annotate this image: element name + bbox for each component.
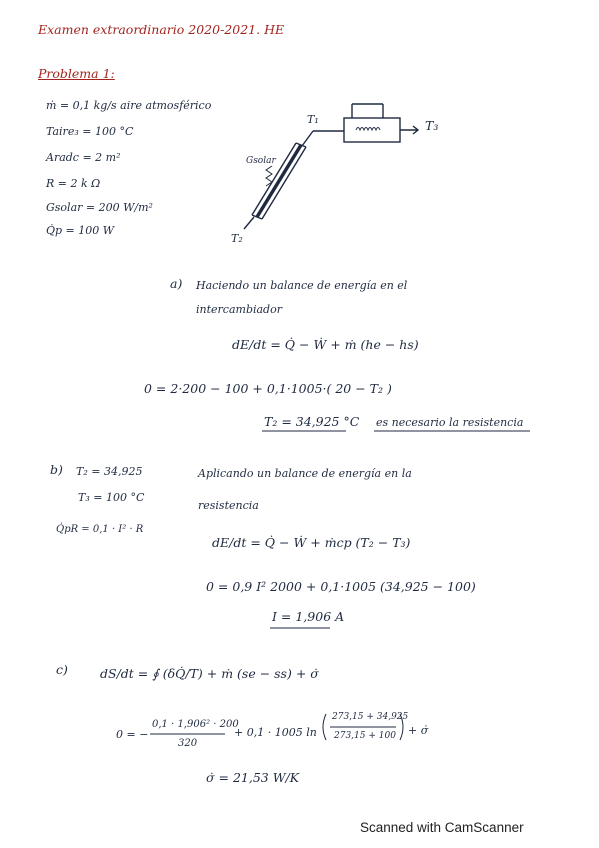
part-c-entropy-balance: dS/dt = ∮ (δQ̇/T) + ṁ (se − ss) + σ̇ bbox=[100, 666, 319, 681]
given-heat-loss: Q̇p = 100 W bbox=[46, 224, 115, 237]
part-c-denominator: 320 bbox=[178, 738, 198, 749]
given-mass-flow: ṁ = 0,1 kg/s aire atmosférico bbox=[46, 99, 212, 112]
part-c-mid: + 0,1 · 1005 ln bbox=[234, 726, 317, 739]
part-a-text1: Haciendo un balance de energía en el bbox=[196, 279, 408, 292]
part-a-energy-balance: dE/dt = Q̇ − Ẇ + ṁ (he − hs) bbox=[232, 337, 419, 352]
heater-box-icon bbox=[344, 104, 418, 142]
part-b-qpr: Q̇pR = 0,1 · I² · R bbox=[56, 524, 144, 535]
part-b-text2: resistencia bbox=[198, 499, 259, 512]
part-a-label: a) bbox=[170, 276, 183, 291]
part-c-eq-lead: 0 = − bbox=[116, 728, 149, 741]
part-b-label: b) bbox=[50, 462, 63, 477]
label-t1: T₁ bbox=[307, 113, 319, 126]
part-b-equation: 0 = 0,9 I² 2000 + 0,1·1005 (34,925 − 100) bbox=[206, 579, 476, 594]
part-b-t2: T₂ = 34,925 bbox=[76, 465, 143, 478]
part-b-t3: T₃ = 100 °C bbox=[78, 491, 145, 504]
part-c-result: σ̇ = 21,53 W/K bbox=[206, 770, 300, 785]
part-c-ln-den: 273,15 + 100 bbox=[334, 731, 396, 741]
part-c-ln-num: 273,15 + 34,925 bbox=[332, 712, 409, 722]
part-a-text2: intercambiador bbox=[196, 303, 282, 316]
part-a-result: T₂ = 34,925 °C bbox=[264, 414, 360, 429]
part-c-tail: + σ̇ bbox=[408, 724, 429, 737]
scanner-watermark: Scanned with CamScanner bbox=[360, 820, 524, 835]
part-c-label: c) bbox=[56, 662, 68, 677]
given-solar: Gsolar = 200 W/m² bbox=[46, 201, 153, 214]
exam-title: Examen extraordinario 2020-2021. HE bbox=[38, 22, 285, 37]
given-resistance: R = 2 k Ω bbox=[46, 177, 101, 190]
label-t3: T₃ bbox=[425, 118, 439, 133]
irradiation-icon bbox=[266, 166, 272, 186]
part-a-note: es necesario la resistencia bbox=[376, 416, 524, 429]
label-t2: T₂ bbox=[231, 232, 243, 245]
part-b-text1: Aplicando un balance de energía en la bbox=[198, 467, 412, 480]
solar-collector-icon bbox=[244, 131, 344, 229]
part-b-energy-balance: dE/dt = Q̇ − Ẇ + ṁcp (T₂ − T₃) bbox=[212, 535, 411, 550]
part-a-equation: 0 = 2·200 − 100 + 0,1·1005·( 20 − T₂ ) bbox=[144, 381, 392, 396]
label-gsolar: Gsolar bbox=[246, 156, 276, 166]
given-area: Aradc = 2 m² bbox=[46, 151, 121, 164]
given-air-temp: Taire₃ = 100 °C bbox=[46, 125, 134, 138]
problem-heading: Problema 1: bbox=[38, 66, 115, 81]
part-b-result: I = 1,906 A bbox=[272, 609, 345, 624]
part-c-numerator: 0,1 · 1,906² · 200 bbox=[152, 719, 239, 730]
